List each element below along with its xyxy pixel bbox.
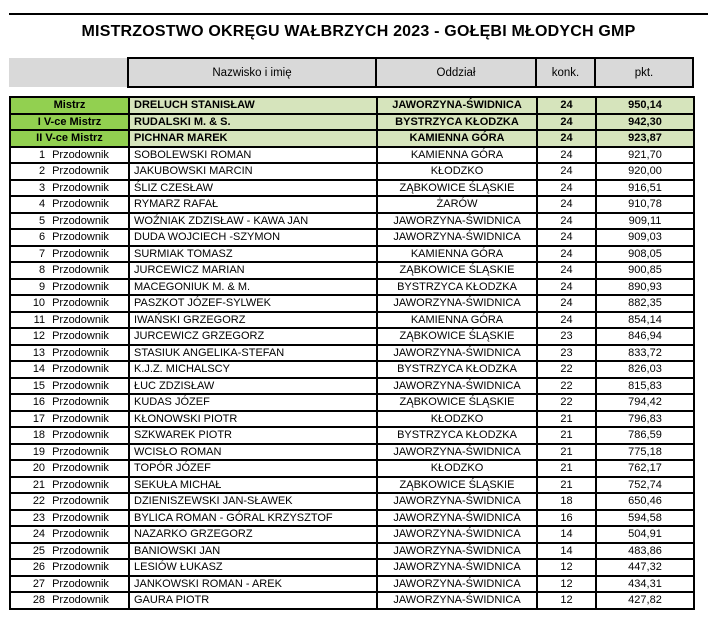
table-row [10, 213, 694, 230]
results-header-row [9, 57, 694, 88]
konk-cell: 12 [537, 592, 596, 609]
rank-number: 25 [32, 544, 46, 557]
konk-cell: 12 [537, 576, 596, 593]
rank-title: Przodownik [52, 264, 109, 277]
branch-cell: ZĄBKOWICE ŚLĄSKIE [377, 180, 537, 197]
rank-number: 18 [32, 429, 46, 442]
table-row [10, 510, 694, 527]
name-cell: STASIUK ANGELIKA-STEFAN [129, 345, 377, 362]
rank-number: 19 [32, 445, 46, 458]
rank-label [30, 412, 109, 426]
rank-cell [10, 510, 129, 527]
name-cell: DUDA WOJCIECH -SZYMON [129, 229, 377, 246]
konk-cell: 24 [537, 246, 596, 263]
konk-cell: 12 [537, 559, 596, 576]
rank-label [30, 560, 109, 574]
branch-cell: JAWORZYNA-ŚWIDNICA [377, 213, 537, 230]
rank-number: 20 [32, 462, 46, 475]
results-table [9, 96, 695, 610]
konk-cell: 24 [537, 262, 596, 279]
konk-cell: 22 [537, 378, 596, 395]
pkt-cell: 762,17 [596, 460, 694, 477]
pkt-cell: 826,03 [596, 361, 694, 378]
rank-number: 15 [32, 379, 46, 392]
name-cell: KŁONOWSKI PIOTR [129, 411, 377, 428]
rank-cell [10, 592, 129, 609]
rank-label [30, 214, 109, 228]
table-row [10, 295, 694, 312]
column-header-name: Nazwisko i imię [128, 58, 376, 87]
pkt-cell: 650,46 [596, 493, 694, 510]
name-cell: ŁUC ZDZISŁAW [129, 378, 377, 395]
rank-title: Przodownik [52, 214, 109, 227]
konk-cell: 23 [537, 328, 596, 345]
branch-cell: JAWORZYNA-ŚWIDNICA [377, 229, 537, 246]
column-header-konk: konk. [536, 58, 595, 87]
column-header-pkt: pkt. [595, 58, 693, 87]
table-row [10, 130, 694, 147]
name-cell: SURMIAK TOMASZ [129, 246, 377, 263]
name-cell: NAZARKO GRZEGORZ [129, 526, 377, 543]
konk-cell: 24 [537, 312, 596, 329]
konk-cell: 21 [537, 427, 596, 444]
name-cell: JURCEWICZ MARIAN [129, 262, 377, 279]
pkt-cell: 910,78 [596, 196, 694, 213]
rank-cell [10, 444, 129, 461]
pkt-cell: 950,14 [596, 97, 694, 114]
branch-cell: JAWORZYNA-ŚWIDNICA [377, 295, 537, 312]
rank-number: 24 [32, 528, 46, 541]
table-row [10, 229, 694, 246]
rank-title: Przodownik [52, 280, 109, 293]
branch-cell: KŁODZKO [377, 460, 537, 477]
rank-title: Przodownik [52, 594, 109, 607]
rank-title: Przodownik [52, 495, 109, 508]
rank-cell [10, 328, 129, 345]
name-cell: SOBOLEWSKI ROMAN [129, 147, 377, 164]
rank-label [30, 263, 109, 277]
rank-label [30, 428, 109, 442]
name-cell: MACEGONIUK M. & M. [129, 279, 377, 296]
rank-cell [10, 147, 129, 164]
rank-number: 1 [38, 148, 46, 161]
rank-number: 16 [32, 396, 46, 409]
table-row [10, 592, 694, 609]
branch-cell: ZĄBKOWICE ŚLĄSKIE [377, 262, 537, 279]
rank-cell [10, 427, 129, 444]
pkt-cell: 890,93 [596, 279, 694, 296]
rank-label [30, 148, 109, 162]
rank-cell [10, 460, 129, 477]
branch-cell: JAWORZYNA-ŚWIDNICA [377, 510, 537, 527]
konk-cell: 24 [537, 295, 596, 312]
rank-cell [10, 246, 129, 263]
rank-label [30, 395, 109, 409]
branch-cell: KAMIENNA GÓRA [377, 246, 537, 263]
table-row [10, 147, 694, 164]
branch-cell: JAWORZYNA-ŚWIDNICA [377, 559, 537, 576]
table-row [10, 543, 694, 560]
column-header-rank-blank [9, 58, 128, 87]
top-rule [9, 13, 708, 15]
rank-label [30, 280, 109, 294]
table-row [10, 493, 694, 510]
konk-cell: 22 [537, 394, 596, 411]
rank-label [30, 313, 109, 327]
branch-cell: JAWORZYNA-ŚWIDNICA [377, 493, 537, 510]
rank-title: Przodownik [52, 247, 109, 260]
rank-title: Przodownik [52, 577, 109, 590]
rank-number: 8 [38, 264, 46, 277]
pkt-cell: 916,51 [596, 180, 694, 197]
rank-number: 4 [38, 198, 46, 211]
pkt-cell: 427,82 [596, 592, 694, 609]
table-row [10, 559, 694, 576]
name-cell: K.J.Z. MICHALSCY [129, 361, 377, 378]
table-row [10, 262, 694, 279]
branch-cell: JAWORZYNA-ŚWIDNICA [377, 444, 537, 461]
rank-label [30, 181, 109, 195]
table-row [10, 394, 694, 411]
table-row [10, 196, 694, 213]
rank-label [30, 593, 109, 607]
rank-label [30, 164, 109, 178]
rank-cell [10, 295, 129, 312]
rank-cell [10, 213, 129, 230]
pkt-cell: 447,32 [596, 559, 694, 576]
konk-cell: 24 [537, 147, 596, 164]
branch-cell: KAMIENNA GÓRA [377, 312, 537, 329]
konk-cell: 21 [537, 444, 596, 461]
rank-title: Przodownik [52, 412, 109, 425]
name-cell: RYMARZ RAFAŁ [129, 196, 377, 213]
branch-cell: ZĄBKOWICE ŚLĄSKIE [377, 328, 537, 345]
table-row [10, 328, 694, 345]
konk-cell: 24 [537, 229, 596, 246]
rank-cell [10, 493, 129, 510]
rank-title: Przodownik [52, 396, 109, 409]
konk-cell: 24 [537, 163, 596, 180]
pkt-cell: 775,18 [596, 444, 694, 461]
rank-title: Przodownik [52, 313, 109, 326]
rank-number: 5 [38, 214, 46, 227]
rank-number: 26 [32, 561, 46, 574]
branch-cell: BYSTRZYCA KŁODZKA [377, 279, 537, 296]
rank-cell [10, 229, 129, 246]
name-cell: SEKUŁA MICHAŁ [129, 477, 377, 494]
rank-cell: Mistrz [10, 97, 129, 114]
rank-label [30, 527, 109, 541]
rank-title: Przodownik [52, 511, 109, 524]
rank-number: 22 [32, 495, 46, 508]
rank-cell [10, 576, 129, 593]
rank-cell [10, 279, 129, 296]
rank-cell [10, 526, 129, 543]
rank-number: 7 [38, 247, 46, 260]
branch-cell: JAWORZYNA-ŚWIDNICA [377, 592, 537, 609]
rank-label [30, 247, 109, 261]
name-cell: PICHNAR MAREK [129, 130, 377, 147]
rank-title: Przodownik [52, 528, 109, 541]
name-cell: GAURA PIOTR [129, 592, 377, 609]
rank-number: 23 [32, 511, 46, 524]
rank-title: Przodownik [52, 429, 109, 442]
konk-cell: 21 [537, 411, 596, 428]
rank-label [30, 445, 109, 459]
name-cell: KUDAS JÓZEF [129, 394, 377, 411]
rank-number: 11 [33, 313, 46, 326]
rank-cell: I V-ce Mistrz [10, 114, 129, 131]
rank-cell [10, 477, 129, 494]
table-row [10, 444, 694, 461]
name-cell: PASZKOT JÓZEF-SYLWEK [129, 295, 377, 312]
rank-cell [10, 163, 129, 180]
name-cell: JAKUBOWSKI MARCIN [129, 163, 377, 180]
rank-label [30, 362, 109, 376]
rank-title: Przodownik [52, 363, 109, 376]
pkt-cell: 786,59 [596, 427, 694, 444]
name-cell: TOPÓR JÓZEF [129, 460, 377, 477]
konk-cell: 14 [537, 526, 596, 543]
rank-number: 2 [38, 165, 46, 178]
rank-title: Przodownik [52, 181, 109, 194]
name-cell: JURCEWICZ GRZEGORZ [129, 328, 377, 345]
rank-label [30, 544, 109, 558]
name-cell: BANIOWSKI JAN [129, 543, 377, 560]
konk-cell: 24 [537, 180, 596, 197]
pkt-cell: 908,05 [596, 246, 694, 263]
page-title: MISTRZOSTWO OKRĘGU WAŁBRZYCH 2023 - GOŁĘBI MŁODYCH GMP [81, 23, 636, 40]
pkt-cell: 434,31 [596, 576, 694, 593]
konk-cell: 21 [537, 460, 596, 477]
branch-cell: ZĄBKOWICE ŚLĄSKIE [377, 477, 537, 494]
branch-cell: KAMIENNA GÓRA [377, 147, 537, 164]
pkt-cell: 504,91 [596, 526, 694, 543]
rank-cell [10, 345, 129, 362]
rank-label [30, 511, 109, 525]
rank-cell [10, 180, 129, 197]
konk-cell: 24 [537, 196, 596, 213]
rank-number: 12 [32, 330, 46, 343]
table-row [10, 114, 694, 131]
name-cell: WOŹNIAK ZDZISŁAW - KAWA JAN [129, 213, 377, 230]
name-cell: RUDALSKI M. & S. [129, 114, 377, 131]
pkt-cell: 483,86 [596, 543, 694, 560]
table-row [10, 378, 694, 395]
konk-cell: 23 [537, 345, 596, 362]
branch-cell: KŁODZKO [377, 411, 537, 428]
branch-cell: JAWORZYNA-ŚWIDNICA [377, 576, 537, 593]
konk-cell: 24 [537, 279, 596, 296]
rank-label [30, 197, 109, 211]
branch-cell: JAWORZYNA-ŚWIDNICA [377, 378, 537, 395]
rank-label [30, 379, 109, 393]
konk-cell: 22 [537, 361, 596, 378]
table-row [10, 279, 694, 296]
rank-number: 28 [32, 594, 46, 607]
branch-cell: KAMIENNA GÓRA [377, 130, 537, 147]
branch-cell: BYSTRZYCA KŁODZKA [377, 361, 537, 378]
results-body [10, 97, 694, 609]
branch-cell: ŻARÓW [377, 196, 537, 213]
table-row [10, 246, 694, 263]
name-cell: LESIÓW ŁUKASZ [129, 559, 377, 576]
table-row [10, 163, 694, 180]
rank-title: Przodownik [52, 561, 109, 574]
name-cell: BYLICA ROMAN - GÓRAL KRZYSZTOF [129, 510, 377, 527]
rank-number: 3 [38, 181, 46, 194]
konk-cell: 24 [537, 130, 596, 147]
pkt-cell: 794,42 [596, 394, 694, 411]
rank-cell [10, 394, 129, 411]
pkt-cell: 909,03 [596, 229, 694, 246]
pkt-cell: 920,00 [596, 163, 694, 180]
rank-cell [10, 312, 129, 329]
column-header-branch: Oddział [376, 58, 536, 87]
rank-title: Przodownik [52, 478, 109, 491]
rank-title: Przodownik [52, 231, 109, 244]
rank-number: 13 [32, 346, 46, 359]
konk-cell: 24 [537, 97, 596, 114]
rank-title: Przodownik [52, 445, 109, 458]
table-row [10, 460, 694, 477]
rank-cell [10, 378, 129, 395]
rank-cell [10, 262, 129, 279]
table-row [10, 576, 694, 593]
branch-cell: BYSTRZYCA KŁODZKA [377, 114, 537, 131]
rank-number: 9 [38, 280, 46, 293]
pkt-cell: 854,14 [596, 312, 694, 329]
konk-cell: 16 [537, 510, 596, 527]
branch-cell: JAWORZYNA-ŚWIDNICA [377, 345, 537, 362]
rank-label [30, 494, 109, 508]
rank-number: 6 [38, 231, 46, 244]
table-row [10, 411, 694, 428]
pkt-cell: 796,83 [596, 411, 694, 428]
name-cell: ŚLIZ CZESŁAW [129, 180, 377, 197]
rank-number: 27 [32, 577, 46, 590]
branch-cell: BYSTRZYCA KŁODZKA [377, 427, 537, 444]
rank-label [30, 478, 109, 492]
pkt-cell: 921,70 [596, 147, 694, 164]
rank-number: 17 [32, 412, 46, 425]
name-cell: IWAŃSKI GRZEGORZ [129, 312, 377, 329]
pkt-cell: 882,35 [596, 295, 694, 312]
konk-cell: 21 [537, 477, 596, 494]
branch-cell: KŁODZKO [377, 163, 537, 180]
branch-cell: JAWORZYNA-ŚWIDNICA [377, 97, 537, 114]
name-cell: WCISŁO ROMAN [129, 444, 377, 461]
pkt-cell: 752,74 [596, 477, 694, 494]
pkt-cell: 923,87 [596, 130, 694, 147]
pkt-cell: 846,94 [596, 328, 694, 345]
rank-cell [10, 411, 129, 428]
rank-cell [10, 559, 129, 576]
rank-label [30, 346, 109, 360]
rank-cell [10, 361, 129, 378]
branch-cell: JAWORZYNA-ŚWIDNICA [377, 543, 537, 560]
rank-title: Przodownik [52, 297, 109, 310]
rank-cell [10, 543, 129, 560]
rank-title: Przodownik [52, 148, 109, 161]
table-row [10, 97, 694, 114]
branch-cell: JAWORZYNA-ŚWIDNICA [377, 526, 537, 543]
table-row [10, 312, 694, 329]
name-cell: SZKWAREK PIOTR [129, 427, 377, 444]
rank-number: 21 [32, 478, 46, 491]
table-row [10, 345, 694, 362]
rank-cell [10, 196, 129, 213]
branch-cell: ZĄBKOWICE ŚLĄSKIE [377, 394, 537, 411]
rank-label [30, 329, 109, 343]
konk-cell: 24 [537, 213, 596, 230]
name-cell: JANKOWSKI ROMAN - AREK [129, 576, 377, 593]
rank-label [30, 461, 109, 475]
table-row [10, 477, 694, 494]
header-row [9, 58, 693, 87]
rank-title: Przodownik [52, 379, 109, 392]
rank-cell: II V-ce Mistrz [10, 130, 129, 147]
pkt-cell: 900,85 [596, 262, 694, 279]
name-cell: DZIENISZEWSKI JAN-SŁAWEK [129, 493, 377, 510]
table-row [10, 526, 694, 543]
rank-number: 14 [32, 363, 46, 376]
konk-cell: 18 [537, 493, 596, 510]
pkt-cell: 909,11 [596, 213, 694, 230]
rank-number: 10 [32, 297, 46, 310]
rank-label [30, 577, 109, 591]
rank-label [30, 230, 109, 244]
konk-cell: 14 [537, 543, 596, 560]
pkt-cell: 942,30 [596, 114, 694, 131]
table-row [10, 427, 694, 444]
pkt-cell: 815,83 [596, 378, 694, 395]
rank-title: Przodownik [52, 198, 109, 211]
rank-title: Przodownik [52, 462, 109, 475]
rank-title: Przodownik [52, 330, 109, 343]
konk-cell: 24 [537, 114, 596, 131]
pkt-cell: 833,72 [596, 345, 694, 362]
table-row [10, 180, 694, 197]
rank-title: Przodownik [52, 544, 109, 557]
name-cell: DRELUCH STANISŁAW [129, 97, 377, 114]
rank-title: Przodownik [52, 165, 109, 178]
rank-label [30, 296, 109, 310]
pkt-cell: 594,58 [596, 510, 694, 527]
table-row [10, 361, 694, 378]
rank-title: Przodownik [52, 346, 109, 359]
